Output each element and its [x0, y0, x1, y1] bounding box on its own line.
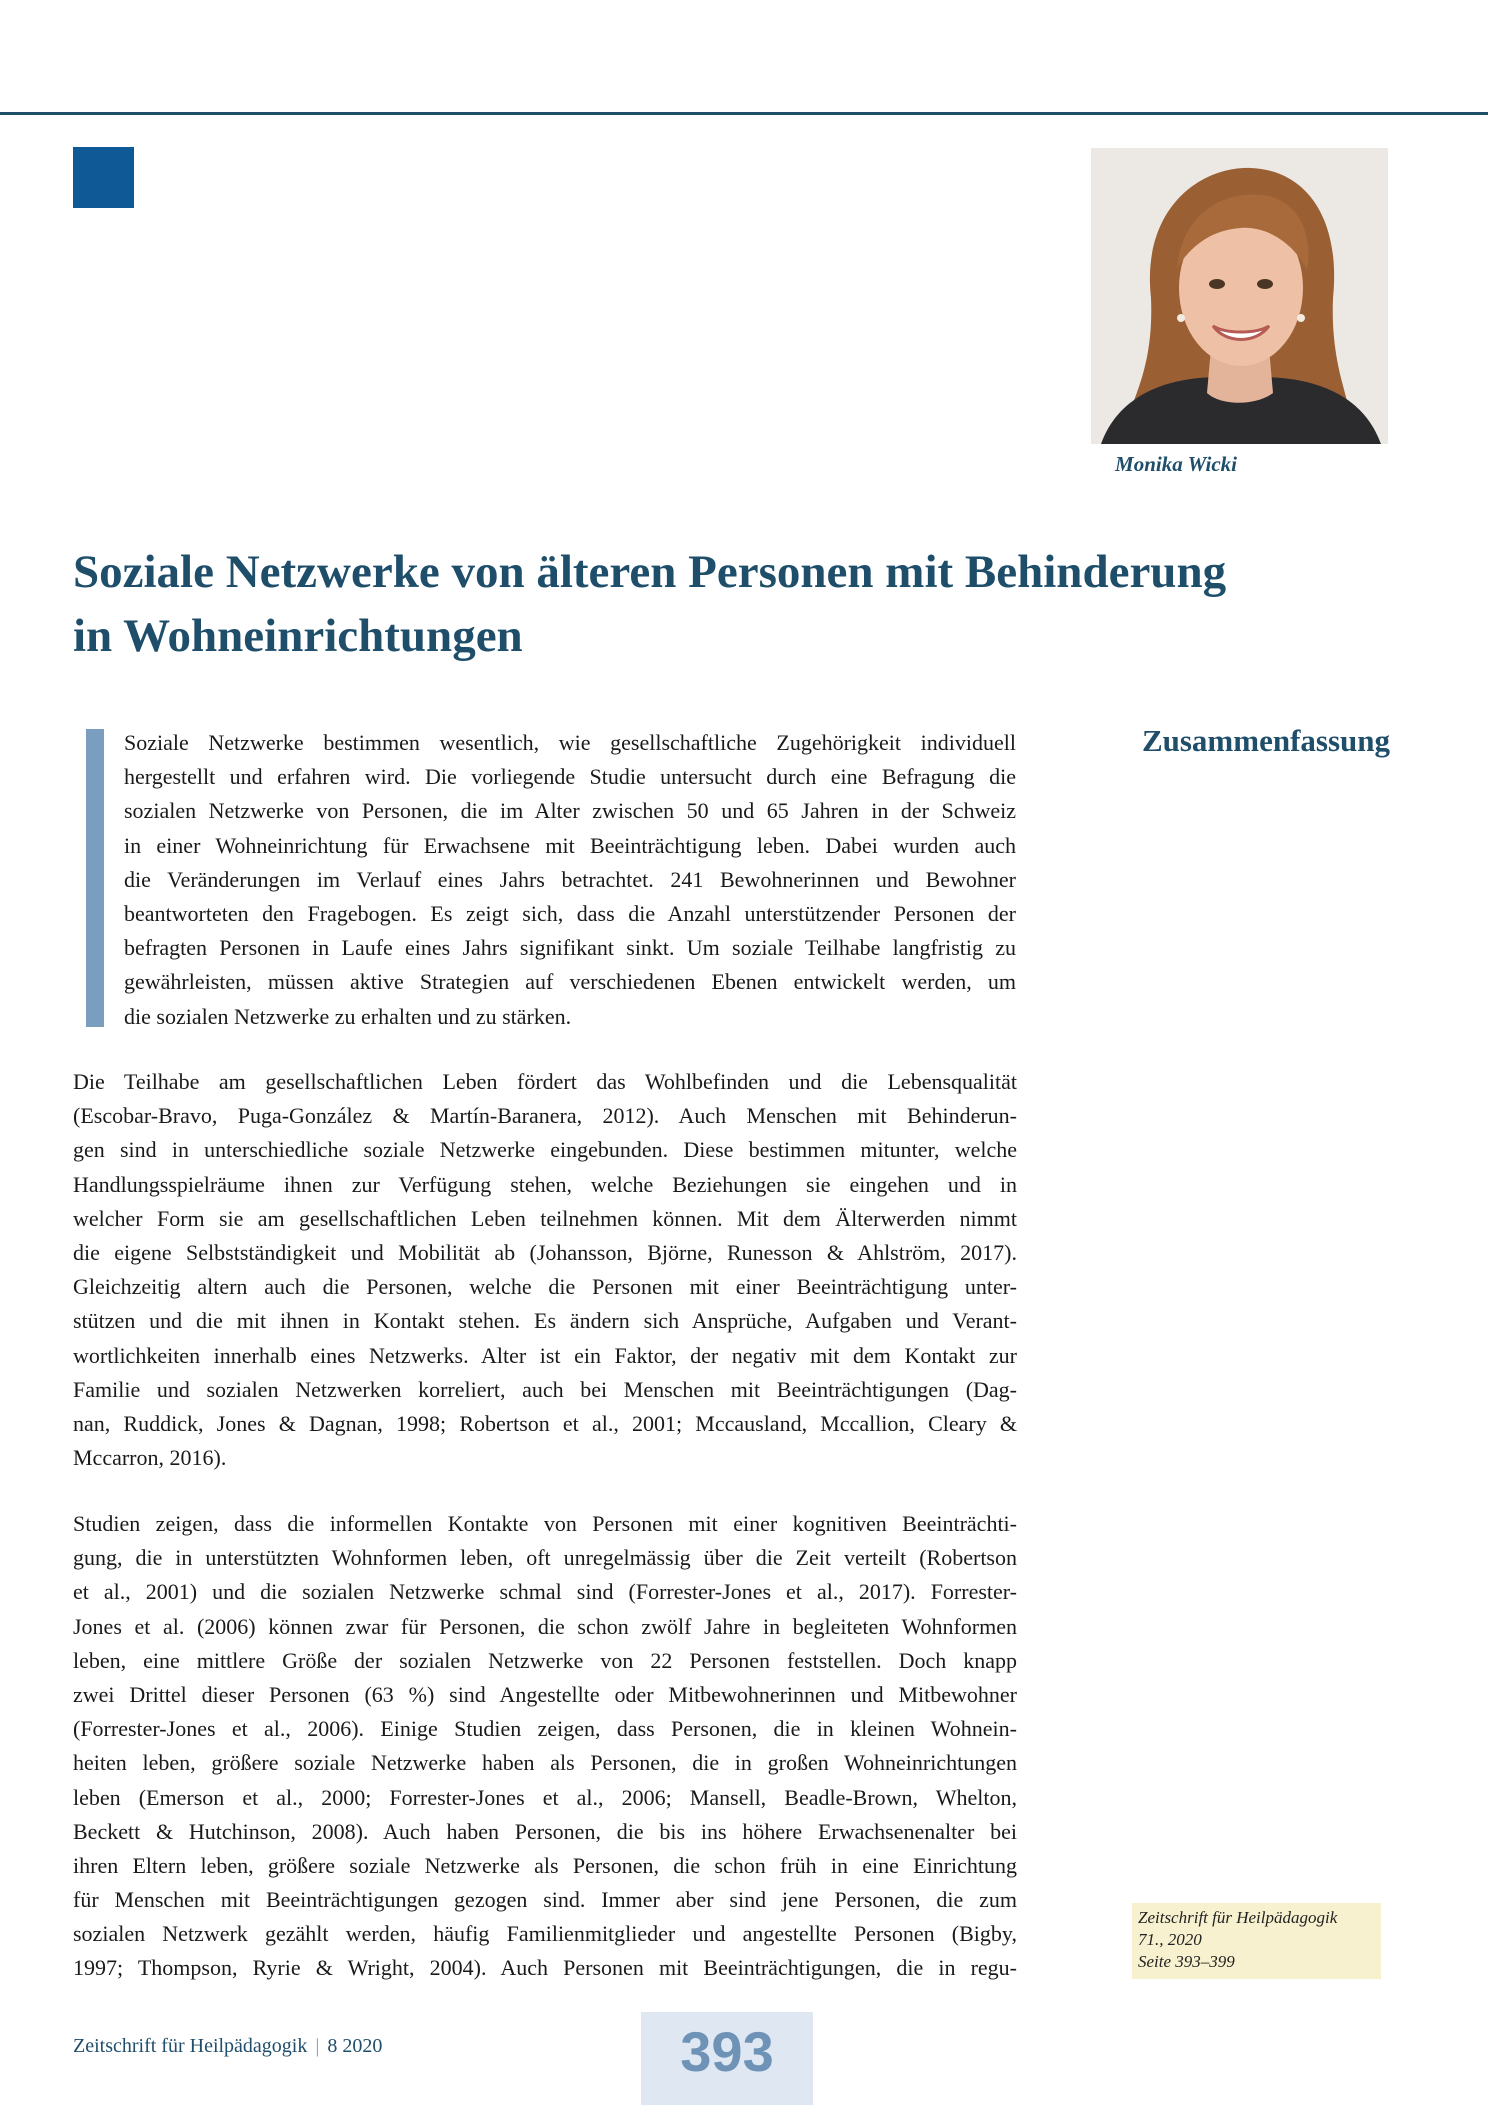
text-line: die eigene Selbstständigkeit und Mobilität ab (Johansson, Björne, Runesson & Ahlström, 2017). — [73, 1239, 1017, 1265]
text-line: für Menschen mit Beeinträchtigungen gezogen sind. Immer aber sind jene Personen, die zum — [73, 1887, 1017, 1913]
footer-issue: 8 2020 — [327, 2035, 383, 2057]
page-number: 393 — [680, 2020, 774, 2083]
text-line: die Veränderungen im Verlauf eines Jahrs betrachtet. 241 Bewohnerinnen und Bewohner — [124, 866, 1016, 892]
text-line: 1997; Thompson, Ryrie & Wright, 2004). Auch Personen mit Beeinträchtigungen, die in regu- — [73, 1955, 1017, 1981]
title-line: in Wohneinrichtungen — [73, 610, 523, 662]
top-rule — [0, 112, 1488, 115]
text-line: (Escobar-Bravo, Puga-González & Martín-Baranera, 2012). Auch Menschen mit Behinderun- — [73, 1103, 1017, 1129]
text-line: wortlichkeiten innerhalb eines Netzwerks. Alter ist ein Faktor, der negativ mit dem Kontakt zur — [73, 1342, 1017, 1368]
text-line: Familie und sozialen Netzwerken korreliert, auch bei Menschen mit Beeinträchtigungen (Dag- — [73, 1376, 1017, 1402]
section-marker-square — [73, 147, 134, 208]
text-line: hergestellt und erfahren wird. Die vorliegende Studie untersucht durch eine Befragung die — [124, 764, 1016, 790]
footer-journal — [73, 2035, 382, 2058]
text-line: gewährleisten, müssen aktive Strategien auf verschiedenen Ebenen entwickelt werden, um — [124, 969, 1016, 995]
text-line: nan, Ruddick, Jones & Dagnan, 1998; Robertson et al., 2001; Mccausland, Mccallion, Cleary & — [73, 1410, 1017, 1436]
text-line: ihren Eltern leben, größere soziale Netzwerke als Personen, die schon früh in eine Einrichtung — [73, 1852, 1017, 1878]
text-line: Beckett & Hutchinson, 2008). Auch haben Personen, die bis ins höhere Erwachsenenalter bei — [73, 1818, 1017, 1844]
footer-separator: | — [315, 2035, 320, 2057]
text-line: sozialen Netzwerk gezählt werden, häufig Familienmitglieder und angestellte Personen (Bigby, — [73, 1921, 1017, 1947]
author-photo — [1091, 148, 1388, 444]
text-line: zwei Drittel dieser Personen (63 %) sind Angestellte oder Mitbewohnerinnen und Mitbewohner — [73, 1681, 1017, 1707]
footer-journal-name: Zeitschrift für Heilpädagogik — [73, 2035, 308, 2057]
text-line: leben, eine mittlere Größe der sozialen Netzwerke von 22 Personen feststellen. Doch knapp — [73, 1647, 1017, 1673]
abstract-text — [124, 726, 1016, 1034]
page-number-box — [641, 2012, 813, 2105]
text-line: leben (Emerson et al., 2000; Forrester-Jones et al., 2006; Mansell, Beadle-Brown, Whelton, — [73, 1784, 1017, 1810]
text-line: Jones et al. (2006) können zwar für Personen, die schon zwölf Jahre in begleiteten Wohnformen — [73, 1613, 1017, 1639]
text-line: sozialen Netzwerke von Personen, die im Alter zwischen 50 und 65 Jahren in der Schweiz — [124, 798, 1016, 824]
body-paragraph-2 — [73, 1507, 1017, 1986]
text-line: befragten Personen in Laufe eines Jahrs signifikant sinkt. Um soziale Teilhabe langfristig zu — [124, 935, 1016, 961]
abstract-accent-bar — [86, 729, 104, 1027]
text-line: Mccarron, 2016). — [73, 1445, 227, 1471]
text-line: Studien zeigen, dass die informellen Kontakte von Personen mit einer kognitiven Beeinträchti- — [73, 1511, 1017, 1536]
text-line: Soziale Netzwerke bestimmen wesentlich, wie gesellschaftliche Zugehörigkeit individuell — [124, 730, 1016, 755]
text-line: Gleichzeitig altern auch die Personen, welche die Personen mit einer Beeinträchtigung unter- — [73, 1274, 1017, 1300]
text-line: Die Teilhabe am gesellschaftlichen Leben fördert das Wohlbefinden und die Lebensqualität — [73, 1069, 1017, 1094]
text-line: welcher Form sie am gesellschaftlichen Leben teilnehmen können. Mit dem Älterwerden nimmt — [73, 1205, 1017, 1231]
journal-box-title: Zeitschrift für Heilpädagogik — [1138, 1908, 1338, 1927]
text-line: heiten leben, größere soziale Netzwerke haben als Personen, die in großen Wohneinrichtungen — [73, 1750, 1017, 1776]
text-line: gung, die in unterstützten Wohnformen leben, oft unregelmässig über die Zeit verteilt (Robertson — [73, 1545, 1017, 1571]
text-line: (Forrester-Jones et al., 2006). Einige Studien zeigen, dass Personen, die in kleinen Wohnein- — [73, 1716, 1017, 1742]
title-line: Soziale Netzwerke von älteren Personen mit Behinderung — [73, 546, 1227, 598]
text-line: Handlungsspielräume ihnen zur Verfügung stehen, welche Beziehungen sie eingehen und in — [73, 1171, 1017, 1197]
text-line: stützen und die mit ihnen in Kontakt stehen. Es ändern sich Ansprüche, Aufgaben und Verant- — [73, 1308, 1017, 1334]
journal-box-pages: Seite 393–399 — [1138, 1952, 1235, 1971]
author-name: Monika Wicki — [1115, 452, 1237, 476]
article-title — [73, 540, 1373, 668]
text-line: die sozialen Netzwerke zu erhalten und zu stärken. — [124, 1003, 572, 1029]
text-line: et al., 2001) und die sozialen Netzwerke schmal sind (Forrester-Jones et al., 2017). Forrester- — [73, 1579, 1017, 1605]
journal-box-volume: 71., 2020 — [1138, 1930, 1202, 1949]
text-line: gen sind in unterschiedliche soziale Netzwerke eingebunden. Diese bestimmen mitunter, welche — [73, 1137, 1017, 1163]
journal-citation-box — [1132, 1903, 1381, 1979]
text-line: in einer Wohneinrichtung für Erwachsene mit Beeinträchtigung leben. Dabei wurden auch — [124, 832, 1016, 858]
body-paragraph-1 — [73, 1065, 1017, 1475]
text-line: beantworteten den Fragebogen. Es zeigt sich, dass die Anzahl unterstützender Personen der — [124, 900, 1016, 926]
abstract-heading: Zusammenfassung — [1141, 723, 1390, 758]
